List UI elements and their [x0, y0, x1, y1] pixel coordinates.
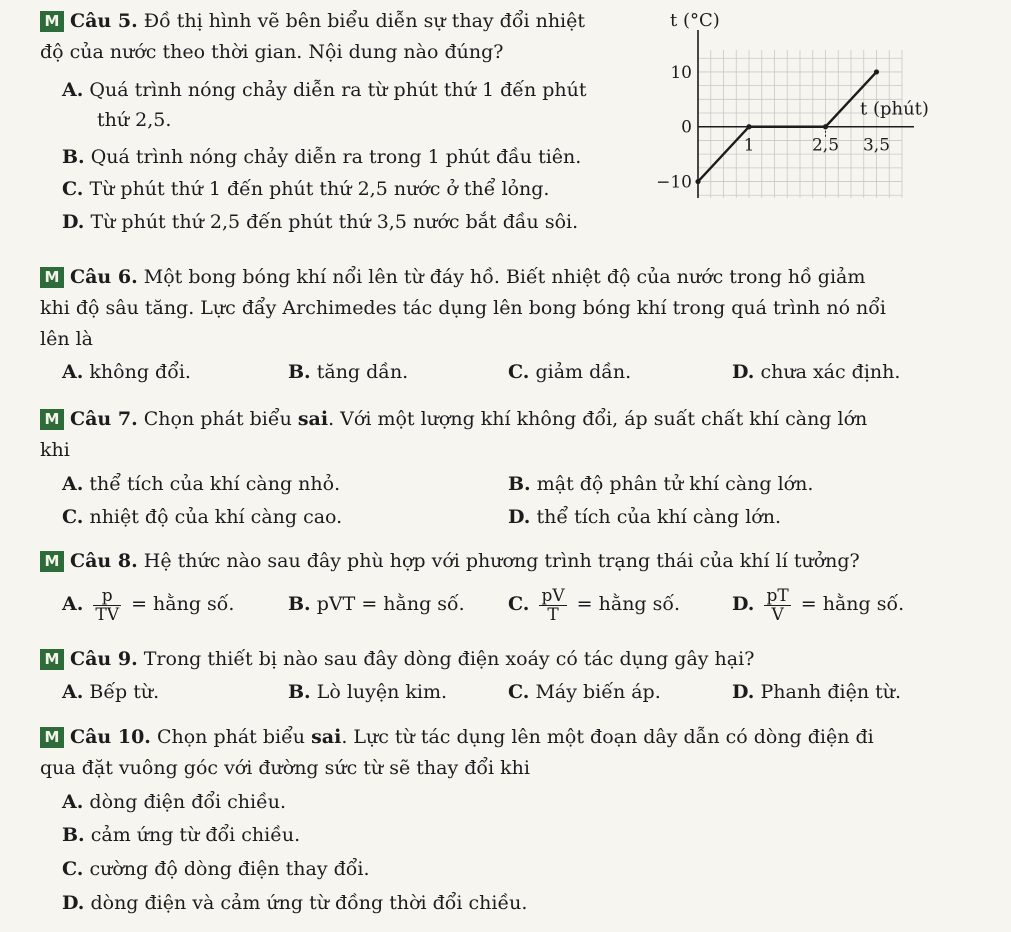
x-tick-label: 1 — [743, 135, 755, 156]
option-letter: A. — [62, 79, 84, 101]
option-text: cường độ dòng điện thay đổi. — [89, 858, 370, 880]
question-7-stem-bold: sai — [297, 408, 329, 430]
question-8 — [40, 546, 985, 577]
question-10-stem-post: . Lực từ tác dụng lên một đoạn dây dẫn có dòng điện đi — [341, 726, 874, 748]
option-letter: B. — [62, 824, 85, 846]
question-8-option-c[interactable] — [508, 584, 680, 624]
chart-grid — [698, 50, 902, 198]
option-text: mật độ phân tử khí càng lớn. — [536, 473, 814, 495]
fraction-numerator: p — [93, 587, 121, 606]
fraction-denominator: TV — [95, 604, 120, 625]
level-badge: M — [40, 649, 64, 670]
x-tick-label: 3,5 — [862, 135, 891, 156]
option-text: dòng điện và cảm ứng từ đồng thời đổi chiều. — [90, 892, 528, 914]
option-letter: A. — [62, 593, 84, 615]
chart-labels — [656, 10, 929, 193]
option-letter: B. — [288, 593, 311, 615]
level-badge: M — [40, 727, 64, 748]
option-text: tăng dần. — [316, 361, 409, 383]
fraction — [764, 587, 790, 624]
option-letter: C. — [508, 361, 530, 383]
question-9-label: Câu 9. — [70, 648, 138, 670]
question-7-option-c[interactable] — [62, 503, 342, 531]
question-5-stem — [40, 6, 640, 68]
question-9-option-b[interactable] — [288, 678, 447, 706]
option-text: cảm ứng từ đổi chiều. — [90, 824, 301, 846]
y-tick-label: 10 — [670, 62, 692, 83]
question-5 — [40, 6, 640, 68]
question-9 — [40, 644, 985, 675]
question-5-option-b[interactable] — [62, 143, 581, 171]
option-text: thể tích của khí càng nhỏ. — [89, 473, 341, 495]
option-letter: A. — [62, 681, 84, 703]
question-8-option-d[interactable] — [732, 584, 904, 624]
option-text: Bếp từ. — [89, 681, 160, 703]
question-10-option-c[interactable] — [62, 855, 370, 883]
question-10-stem-line2: qua đặt vuông góc với đường sức từ sẽ thay đổi khi — [40, 757, 530, 779]
option-letter: D. — [732, 593, 755, 615]
x-tick-label: 2,5 — [811, 135, 840, 156]
y-tick-label: 0 — [681, 117, 692, 138]
option-letter: B. — [62, 146, 85, 168]
question-9-option-d[interactable] — [732, 678, 901, 706]
temperature-time-chart — [640, 8, 970, 208]
option-text: = hằng số. — [800, 593, 905, 615]
option-letter: C. — [62, 506, 84, 528]
fraction-numerator: pT — [766, 585, 789, 606]
question-9-stem — [40, 644, 985, 675]
question-5-stem-line2: độ của nước theo thời gian. Nội dung nào đúng? — [40, 41, 504, 63]
option-letter: C. — [62, 178, 84, 200]
question-6-stem-line1: Một bong bóng khí nổi lên từ đáy hồ. Biết nhiệt độ của nước trong hồ giảm — [143, 266, 866, 288]
option-letter: D. — [508, 506, 531, 528]
option-letter: B. — [288, 681, 311, 703]
option-text: = hằng số. — [131, 593, 235, 615]
option-letter: C. — [508, 593, 530, 615]
question-7-stem-pre: Chọn phát biểu — [143, 408, 292, 430]
question-6-option-c[interactable] — [508, 358, 631, 386]
option-text: chưa xác định. — [760, 361, 901, 383]
option-text: Từ phút thứ 2,5 đến phút thứ 3,5 nước bắt đầu sôi. — [90, 211, 579, 233]
question-5-option-a[interactable] — [62, 76, 587, 104]
question-5-option-d[interactable] — [62, 208, 578, 236]
question-6-stem-line3: lên là — [40, 328, 94, 350]
question-5-option-a-cont — [97, 106, 171, 134]
option-text: Máy biến áp. — [535, 681, 661, 703]
fraction — [539, 587, 566, 624]
option-letter: A. — [62, 473, 84, 495]
question-10-option-a[interactable] — [62, 788, 286, 816]
option-text: Quá trình nóng chảy diễn ra từ phút thứ 1 đến phút — [89, 79, 587, 101]
option-letter: C. — [508, 681, 530, 703]
x-axis-label: t (phút) — [860, 98, 929, 120]
question-7-option-b[interactable] — [508, 470, 813, 498]
option-text: pVT = hằng số. — [316, 593, 465, 615]
fraction-numerator: pV — [541, 585, 565, 606]
question-6-stem-line2: khi độ sâu tăng. Lực đẩy Archimedes tác dụng lên bong bóng khí trong quá trình nó nổi — [40, 297, 886, 319]
option-letter: C. — [62, 858, 84, 880]
fraction — [93, 587, 121, 624]
data-point — [695, 179, 700, 184]
question-10-label: Câu 10. — [70, 726, 151, 748]
y-tick-label: −10 — [656, 172, 692, 193]
data-point — [746, 124, 751, 129]
option-text: thể tích của khí càng lớn. — [536, 506, 782, 528]
question-8-option-a[interactable] — [62, 584, 234, 624]
question-9-option-c[interactable] — [508, 678, 661, 706]
question-8-label: Câu 8. — [70, 550, 138, 572]
question-6 — [40, 262, 985, 355]
option-letter: A. — [62, 361, 84, 383]
option-letter: D. — [62, 211, 85, 233]
question-9-stem-text: Trong thiết bị nào sau đây dòng điện xoáy có tác dụng gây hại? — [143, 648, 755, 670]
option-text: dòng điện đổi chiều. — [89, 791, 287, 813]
level-badge: M — [40, 551, 64, 572]
data-point — [874, 69, 879, 74]
option-text: không đổi. — [89, 361, 191, 383]
question-6-option-d[interactable] — [732, 358, 900, 386]
option-text: Từ phút thứ 1 đến phút thứ 2,5 nước ở thể lỏng. — [89, 178, 550, 200]
question-7-option-d[interactable] — [508, 503, 781, 531]
question-7 — [40, 404, 985, 466]
question-7-stem-post: . Với một lượng khí không đổi, áp suất chất khí càng lớn — [328, 408, 868, 430]
question-10-stem — [40, 722, 985, 784]
option-text: Phanh điện từ. — [760, 681, 902, 703]
question-10-stem-bold: sai — [311, 726, 342, 748]
fraction-denominator: T — [547, 604, 559, 625]
question-7-stem-line2: khi — [40, 439, 70, 461]
question-8-stem — [40, 546, 985, 577]
option-letter: A. — [62, 791, 84, 813]
question-10-option-b[interactable] — [62, 821, 300, 849]
question-7-option-a[interactable] — [62, 470, 340, 498]
fraction-denominator: V — [771, 604, 784, 625]
question-5-stem-line1: Đồ thị hình vẽ bên biểu diễn sự thay đổi nhiệt — [143, 10, 586, 32]
question-10-stem-pre: Chọn phát biểu — [156, 726, 306, 748]
level-badge: M — [40, 267, 64, 288]
option-text: Lò luyện kim. — [316, 681, 448, 703]
option-text: thứ 2,5. — [97, 109, 172, 131]
question-10-option-d[interactable] — [62, 889, 527, 917]
option-text: giảm dần. — [535, 361, 632, 383]
option-text: Quá trình nóng chảy diễn ra trong 1 phút đầu tiên. — [90, 146, 582, 168]
question-6-stem — [40, 262, 985, 355]
level-badge: M — [40, 11, 64, 32]
question-5-option-c[interactable] — [62, 175, 549, 203]
option-text: nhiệt độ của khí càng cao. — [89, 506, 343, 528]
option-letter: B. — [508, 473, 531, 495]
question-10 — [40, 722, 985, 784]
question-5-label: Câu 5. — [70, 10, 138, 32]
option-text: = hằng số. — [576, 593, 681, 615]
question-7-stem — [40, 404, 985, 466]
question-7-label: Câu 7. — [70, 408, 138, 430]
question-9-option-a[interactable] — [62, 678, 159, 706]
level-badge: M — [40, 409, 64, 430]
option-letter: D. — [732, 361, 755, 383]
option-letter: D. — [62, 892, 85, 914]
question-8-stem-text: Hệ thức nào sau đây phù hợp với phương trình trạng thái của khí lí tưởng? — [143, 550, 860, 572]
y-axis-label: t (°C) — [670, 10, 720, 31]
question-8-option-b[interactable] — [288, 584, 465, 624]
option-letter: D. — [732, 681, 755, 703]
option-letter: B. — [288, 361, 311, 383]
question-6-option-b[interactable] — [288, 358, 408, 386]
question-6-option-a[interactable] — [62, 358, 191, 386]
question-6-label: Câu 6. — [70, 266, 138, 288]
